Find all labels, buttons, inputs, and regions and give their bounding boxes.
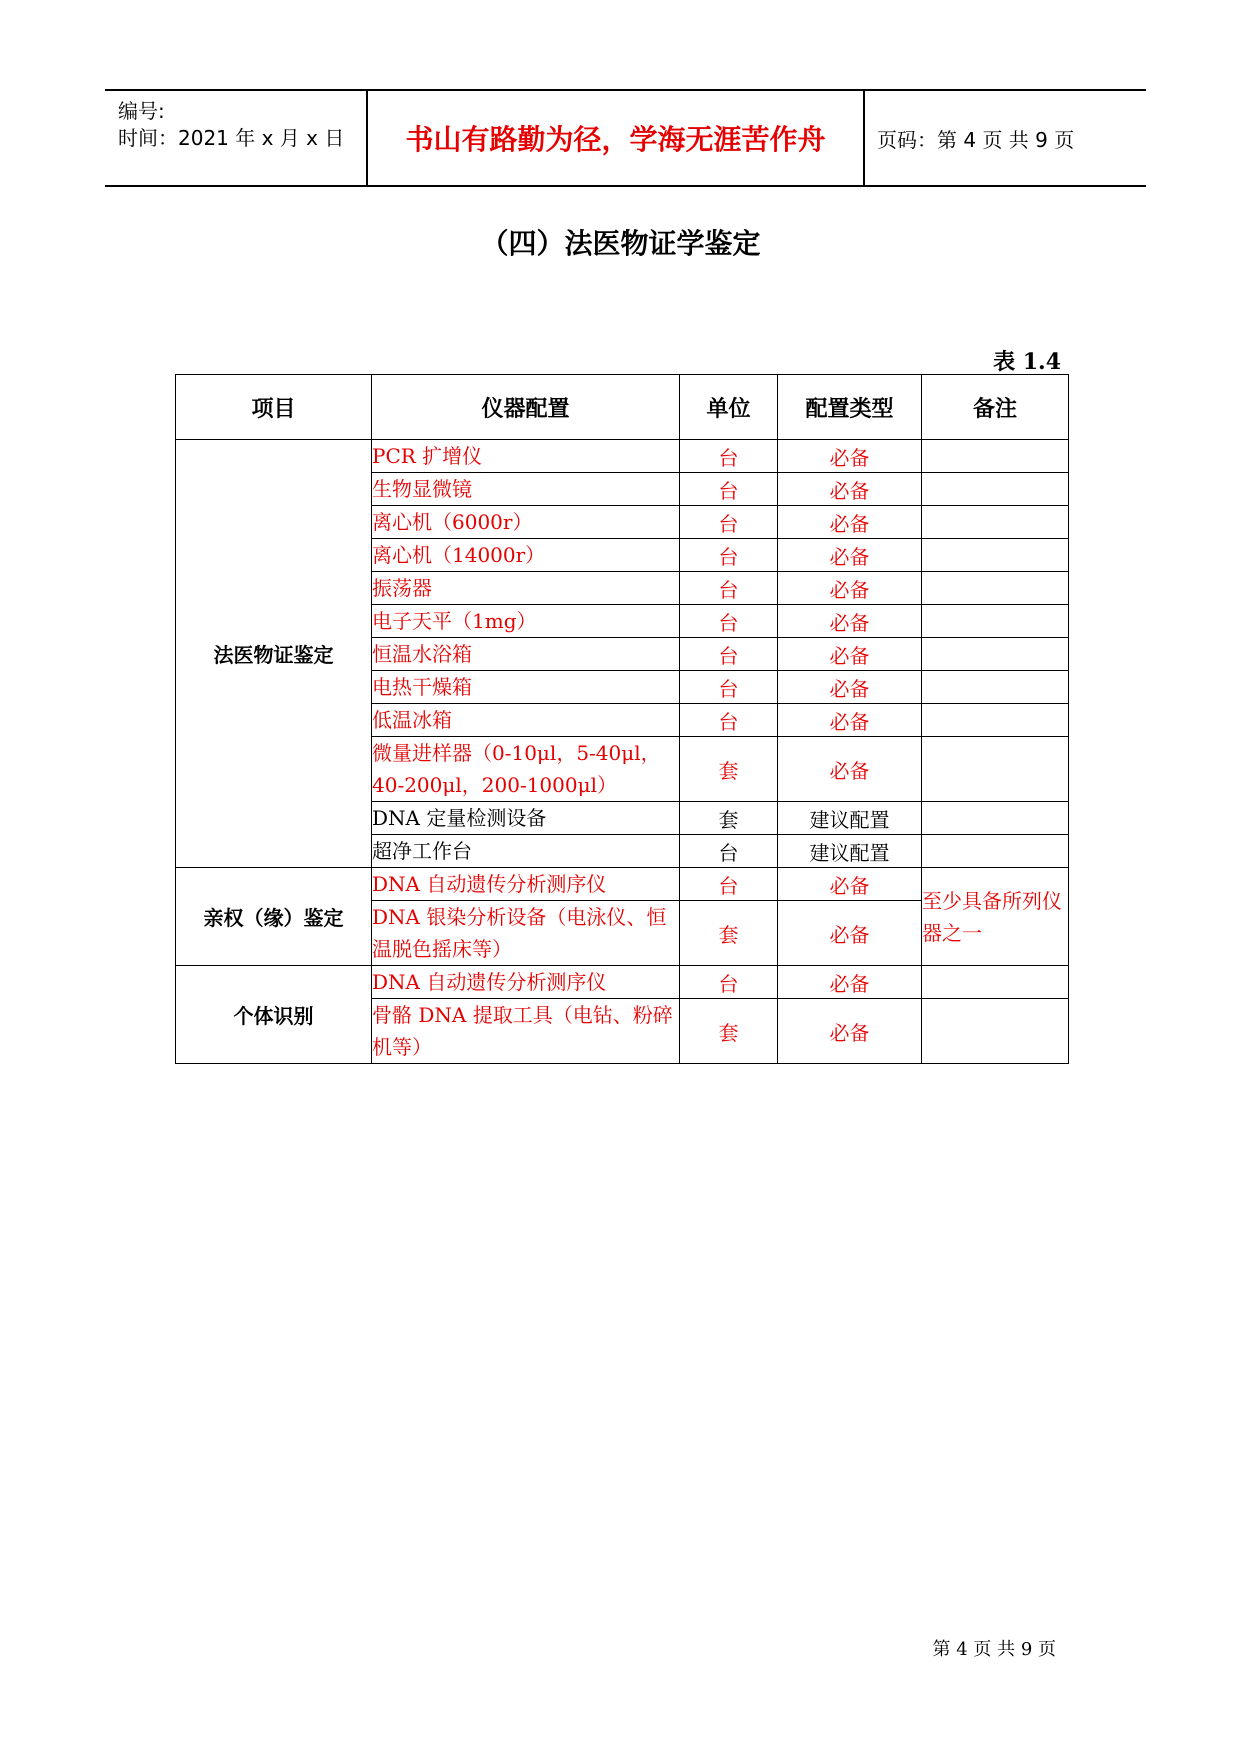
- unit-cell: 台: [680, 671, 778, 704]
- table-header-row: [176, 375, 1069, 440]
- equipment-name-cell: 微量进样器（0-10μl，5-40μl，40-200μl，200-1000μl）: [372, 737, 680, 802]
- equipment-name-cell: 生物显微镜: [372, 473, 680, 506]
- notes-cell: [922, 572, 1069, 605]
- notes-cell: [922, 999, 1069, 1064]
- header-notes: 备注: [922, 375, 1069, 440]
- page-footer: 第 4 页 共 9 页: [932, 1639, 1056, 1660]
- config-type-cell: 建议配置: [778, 802, 922, 835]
- config-type-cell: 必备: [778, 539, 922, 572]
- table-body: [176, 440, 1069, 1064]
- header-config-type: 配置类型: [778, 375, 922, 440]
- notes-cell: [922, 671, 1069, 704]
- equipment-name-cell: 振荡器: [372, 572, 680, 605]
- config-type-cell: 建议配置: [778, 835, 922, 868]
- config-type-cell: 必备: [778, 704, 922, 737]
- config-type-cell: 必备: [778, 737, 922, 802]
- unit-cell: 套: [680, 737, 778, 802]
- unit-cell: 台: [680, 539, 778, 572]
- equipment-name-cell: 低温冰箱: [372, 704, 680, 737]
- category-cell: 亲权（缘）鉴定: [176, 868, 372, 966]
- config-type-cell: 必备: [778, 506, 922, 539]
- notes-cell: [922, 605, 1069, 638]
- category-cell: 个体识别: [176, 966, 372, 1064]
- notes-cell: [922, 835, 1069, 868]
- equipment-table: [175, 374, 1069, 1064]
- notes-cell: [922, 440, 1069, 473]
- notes-cell: [922, 638, 1069, 671]
- table-row: [176, 440, 1069, 473]
- notes-cell: [922, 473, 1069, 506]
- config-type-cell: 必备: [778, 638, 922, 671]
- equipment-name-cell: DNA 自动遗传分析测序仪: [372, 868, 680, 901]
- unit-cell: 套: [680, 999, 778, 1064]
- unit-cell: 台: [680, 572, 778, 605]
- header-left-cell: [105, 91, 368, 185]
- page-header: [105, 89, 1146, 187]
- config-type-cell: 必备: [778, 605, 922, 638]
- equipment-name-cell: 电子天平（1mg）: [372, 605, 680, 638]
- equipment-name-cell: 电热干燥箱: [372, 671, 680, 704]
- config-type-cell: 必备: [778, 868, 922, 901]
- table-row: [176, 868, 1069, 901]
- equipment-name-cell: 骨骼 DNA 提取工具（电钻、粉碎机等）: [372, 999, 680, 1064]
- unit-cell: 台: [680, 440, 778, 473]
- notes-cell: 至少具备所列仪器之一: [922, 868, 1069, 966]
- unit-cell: 台: [680, 638, 778, 671]
- config-type-cell: 必备: [778, 966, 922, 999]
- unit-cell: 台: [680, 966, 778, 999]
- unit-cell: 台: [680, 868, 778, 901]
- equipment-name-cell: 超净工作台: [372, 835, 680, 868]
- config-type-cell: 必备: [778, 473, 922, 506]
- time-label: 时间：2021 年 x 月 x 日: [118, 126, 345, 150]
- unit-cell: 台: [680, 704, 778, 737]
- notes-cell: [922, 802, 1069, 835]
- equipment-name-cell: PCR 扩增仪: [372, 440, 680, 473]
- header-motto: 书山有路勤为径，学海无涯苦作舟: [368, 91, 865, 185]
- unit-cell: 台: [680, 605, 778, 638]
- unit-cell: 台: [680, 506, 778, 539]
- equipment-name-cell: 离心机（6000r）: [372, 506, 680, 539]
- header-unit: 单位: [680, 375, 778, 440]
- header-page-label: 页码：第 4 页 共 9 页: [877, 127, 1075, 152]
- header-item: 项目: [176, 375, 372, 440]
- config-type-cell: 必备: [778, 572, 922, 605]
- config-type-cell: 必备: [778, 901, 922, 966]
- equipment-name-cell: DNA 银染分析设备（电泳仪、恒温脱色摇床等）: [372, 901, 680, 966]
- table-row: [176, 966, 1069, 999]
- equipment-name-cell: DNA 定量检测设备: [372, 802, 680, 835]
- header-equipment: 仪器配置: [372, 375, 680, 440]
- config-type-cell: 必备: [778, 440, 922, 473]
- category-cell: 法医物证鉴定: [176, 440, 372, 868]
- number-label: 编号:: [118, 99, 165, 123]
- config-type-cell: 必备: [778, 671, 922, 704]
- notes-cell: [922, 704, 1069, 737]
- unit-cell: 套: [680, 901, 778, 966]
- equipment-name-cell: DNA 自动遗传分析测序仪: [372, 966, 680, 999]
- notes-cell: [922, 539, 1069, 572]
- document-title: （四）法医物证学鉴定: [480, 227, 761, 260]
- unit-cell: 台: [680, 473, 778, 506]
- notes-cell: [922, 966, 1069, 999]
- notes-cell: [922, 737, 1069, 802]
- equipment-name-cell: 恒温水浴箱: [372, 638, 680, 671]
- config-type-cell: 必备: [778, 999, 922, 1064]
- table-caption: 表 1.4: [993, 349, 1061, 375]
- equipment-name-cell: 离心机（14000r）: [372, 539, 680, 572]
- unit-cell: 套: [680, 802, 778, 835]
- unit-cell: 台: [680, 835, 778, 868]
- notes-cell: [922, 506, 1069, 539]
